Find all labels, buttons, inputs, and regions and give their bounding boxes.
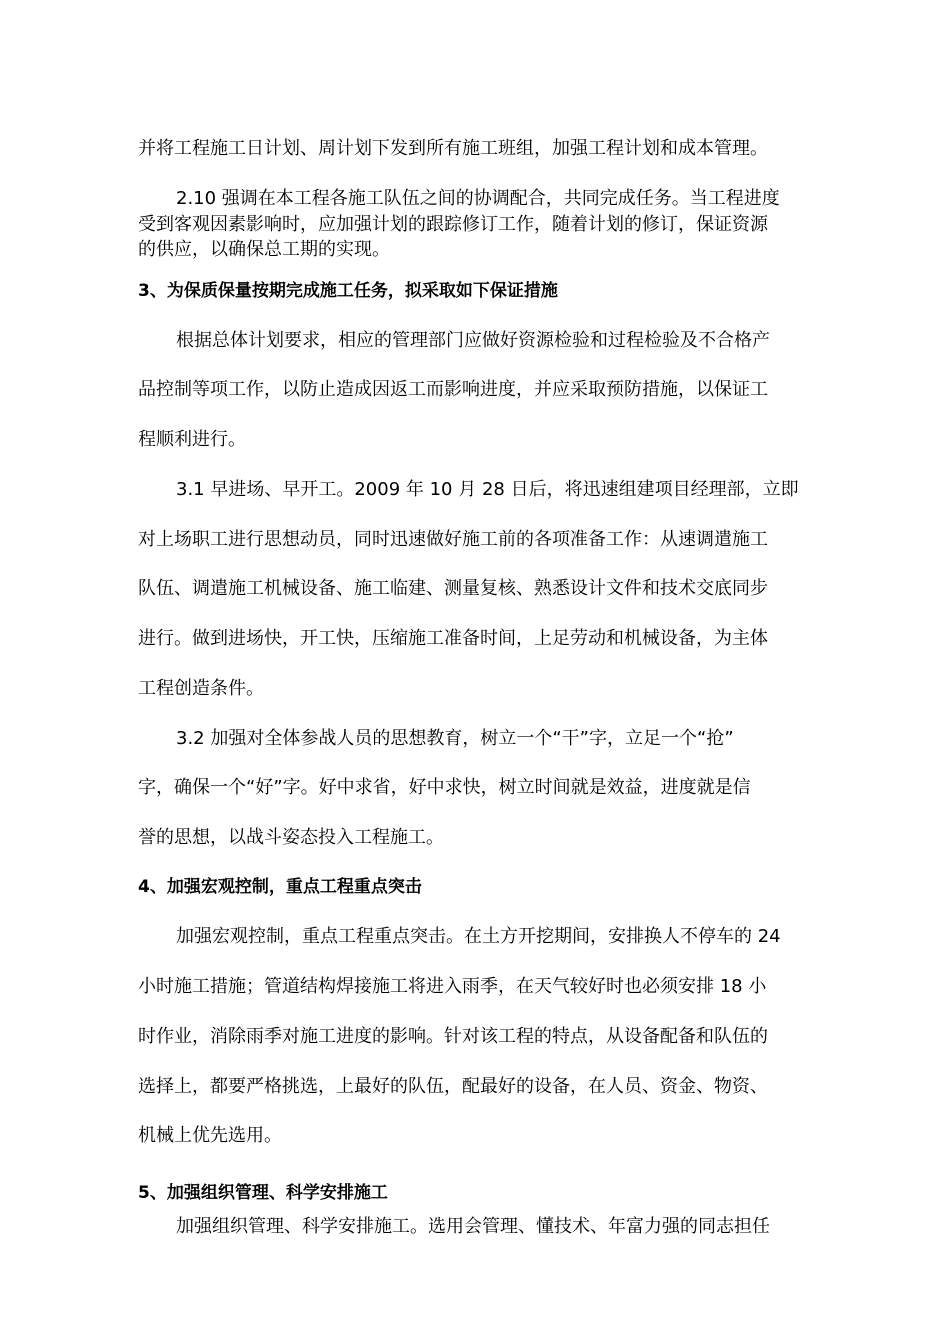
paragraph-3-2-line-3: 誉的思想，以战斗姿态投入工程施工。 — [138, 827, 444, 848]
paragraph-3-intro-line-1: 根据总体计划要求，相应的管理部门应做好资源检验和过程检验及不合格产 — [176, 330, 770, 351]
section-heading-3: 3、为保质保量按期完成施工任务，拟采取如下保证措施 — [138, 281, 558, 301]
paragraph-4-line-1: 加强宏观控制，重点工程重点突击。在土方开挖期间，安排换人不停车的 24 — [176, 926, 781, 947]
paragraph-4-line-3: 时作业，消除雨季对施工进度的影响。针对该工程的特点，从设备配备和队伍的 — [138, 1026, 768, 1047]
paragraph-3-2-line-2: 字，确保一个“好”字。好中求省，好中求快，树立时间就是效益，进度就是信 — [138, 777, 751, 798]
paragraph-5-line-1: 加强组织管理、科学安排施工。选用会管理、懂技术、年富力强的同志担任 — [176, 1216, 770, 1237]
paragraph-4-line-5: 机械上优先选用。 — [138, 1125, 282, 1146]
paragraph-3-1-line-3: 队伍、调遣施工机械设备、施工临建、测量复核、熟悉设计文件和技术交底同步 — [138, 578, 768, 599]
paragraph-4-line-4: 选择上，都要严格挑选，上最好的队伍，配最好的设备，在人员、资金、物资、 — [138, 1076, 768, 1097]
paragraph-2-10-line-3: 的供应，以确保总工期的实现。 — [138, 239, 390, 260]
paragraph-3-intro-line-3: 程顺利进行。 — [138, 429, 246, 450]
paragraph-2-10-line-2: 受到客观因素影响时，应加强计划的跟踪修订工作，随着计划的修订，保证资源 — [138, 214, 768, 235]
paragraph-2-10-line-1: 2.10 强调在本工程各施工队伍之间的协调配合，共同完成任务。当工程进度 — [176, 188, 780, 209]
section-heading-4: 4、加强宏观控制，重点工程重点突击 — [138, 877, 422, 897]
paragraph-intro-line-1: 并将工程施工日计划、周计划下发到所有施工班组，加强工程计划和成本管理。 — [138, 138, 768, 159]
paragraph-3-2-line-1: 3.2 加强对全体参战人员的思想教育，树立一个“干”字，立足一个“抢” — [176, 728, 734, 749]
paragraph-3-1-line-4: 进行。做到进场快，开工快，压缩施工准备时间，上足劳动和机械设备，为主体 — [138, 628, 768, 649]
paragraph-4-line-2: 小时施工措施；管道结构焊接施工将进入雨季，在天气较好时也必须安排 18 小 — [138, 976, 767, 997]
paragraph-3-1-line-5: 工程创造条件。 — [138, 678, 264, 699]
paragraph-3-1-line-1: 3.1 早进场、早开工。2009 年 10 月 28 日后，将迅速组建项目经理部，立即 — [176, 479, 799, 500]
paragraph-3-1-line-2: 对上场职工进行思想动员，同时迅速做好施工前的各项准备工作：从速调遣施工 — [138, 529, 768, 550]
paragraph-3-intro-line-2: 品控制等项工作，以防止造成因返工而影响进度，并应采取预防措施，以保证工 — [138, 379, 768, 400]
section-heading-5: 5、加强组织管理、科学安排施工 — [138, 1183, 388, 1203]
